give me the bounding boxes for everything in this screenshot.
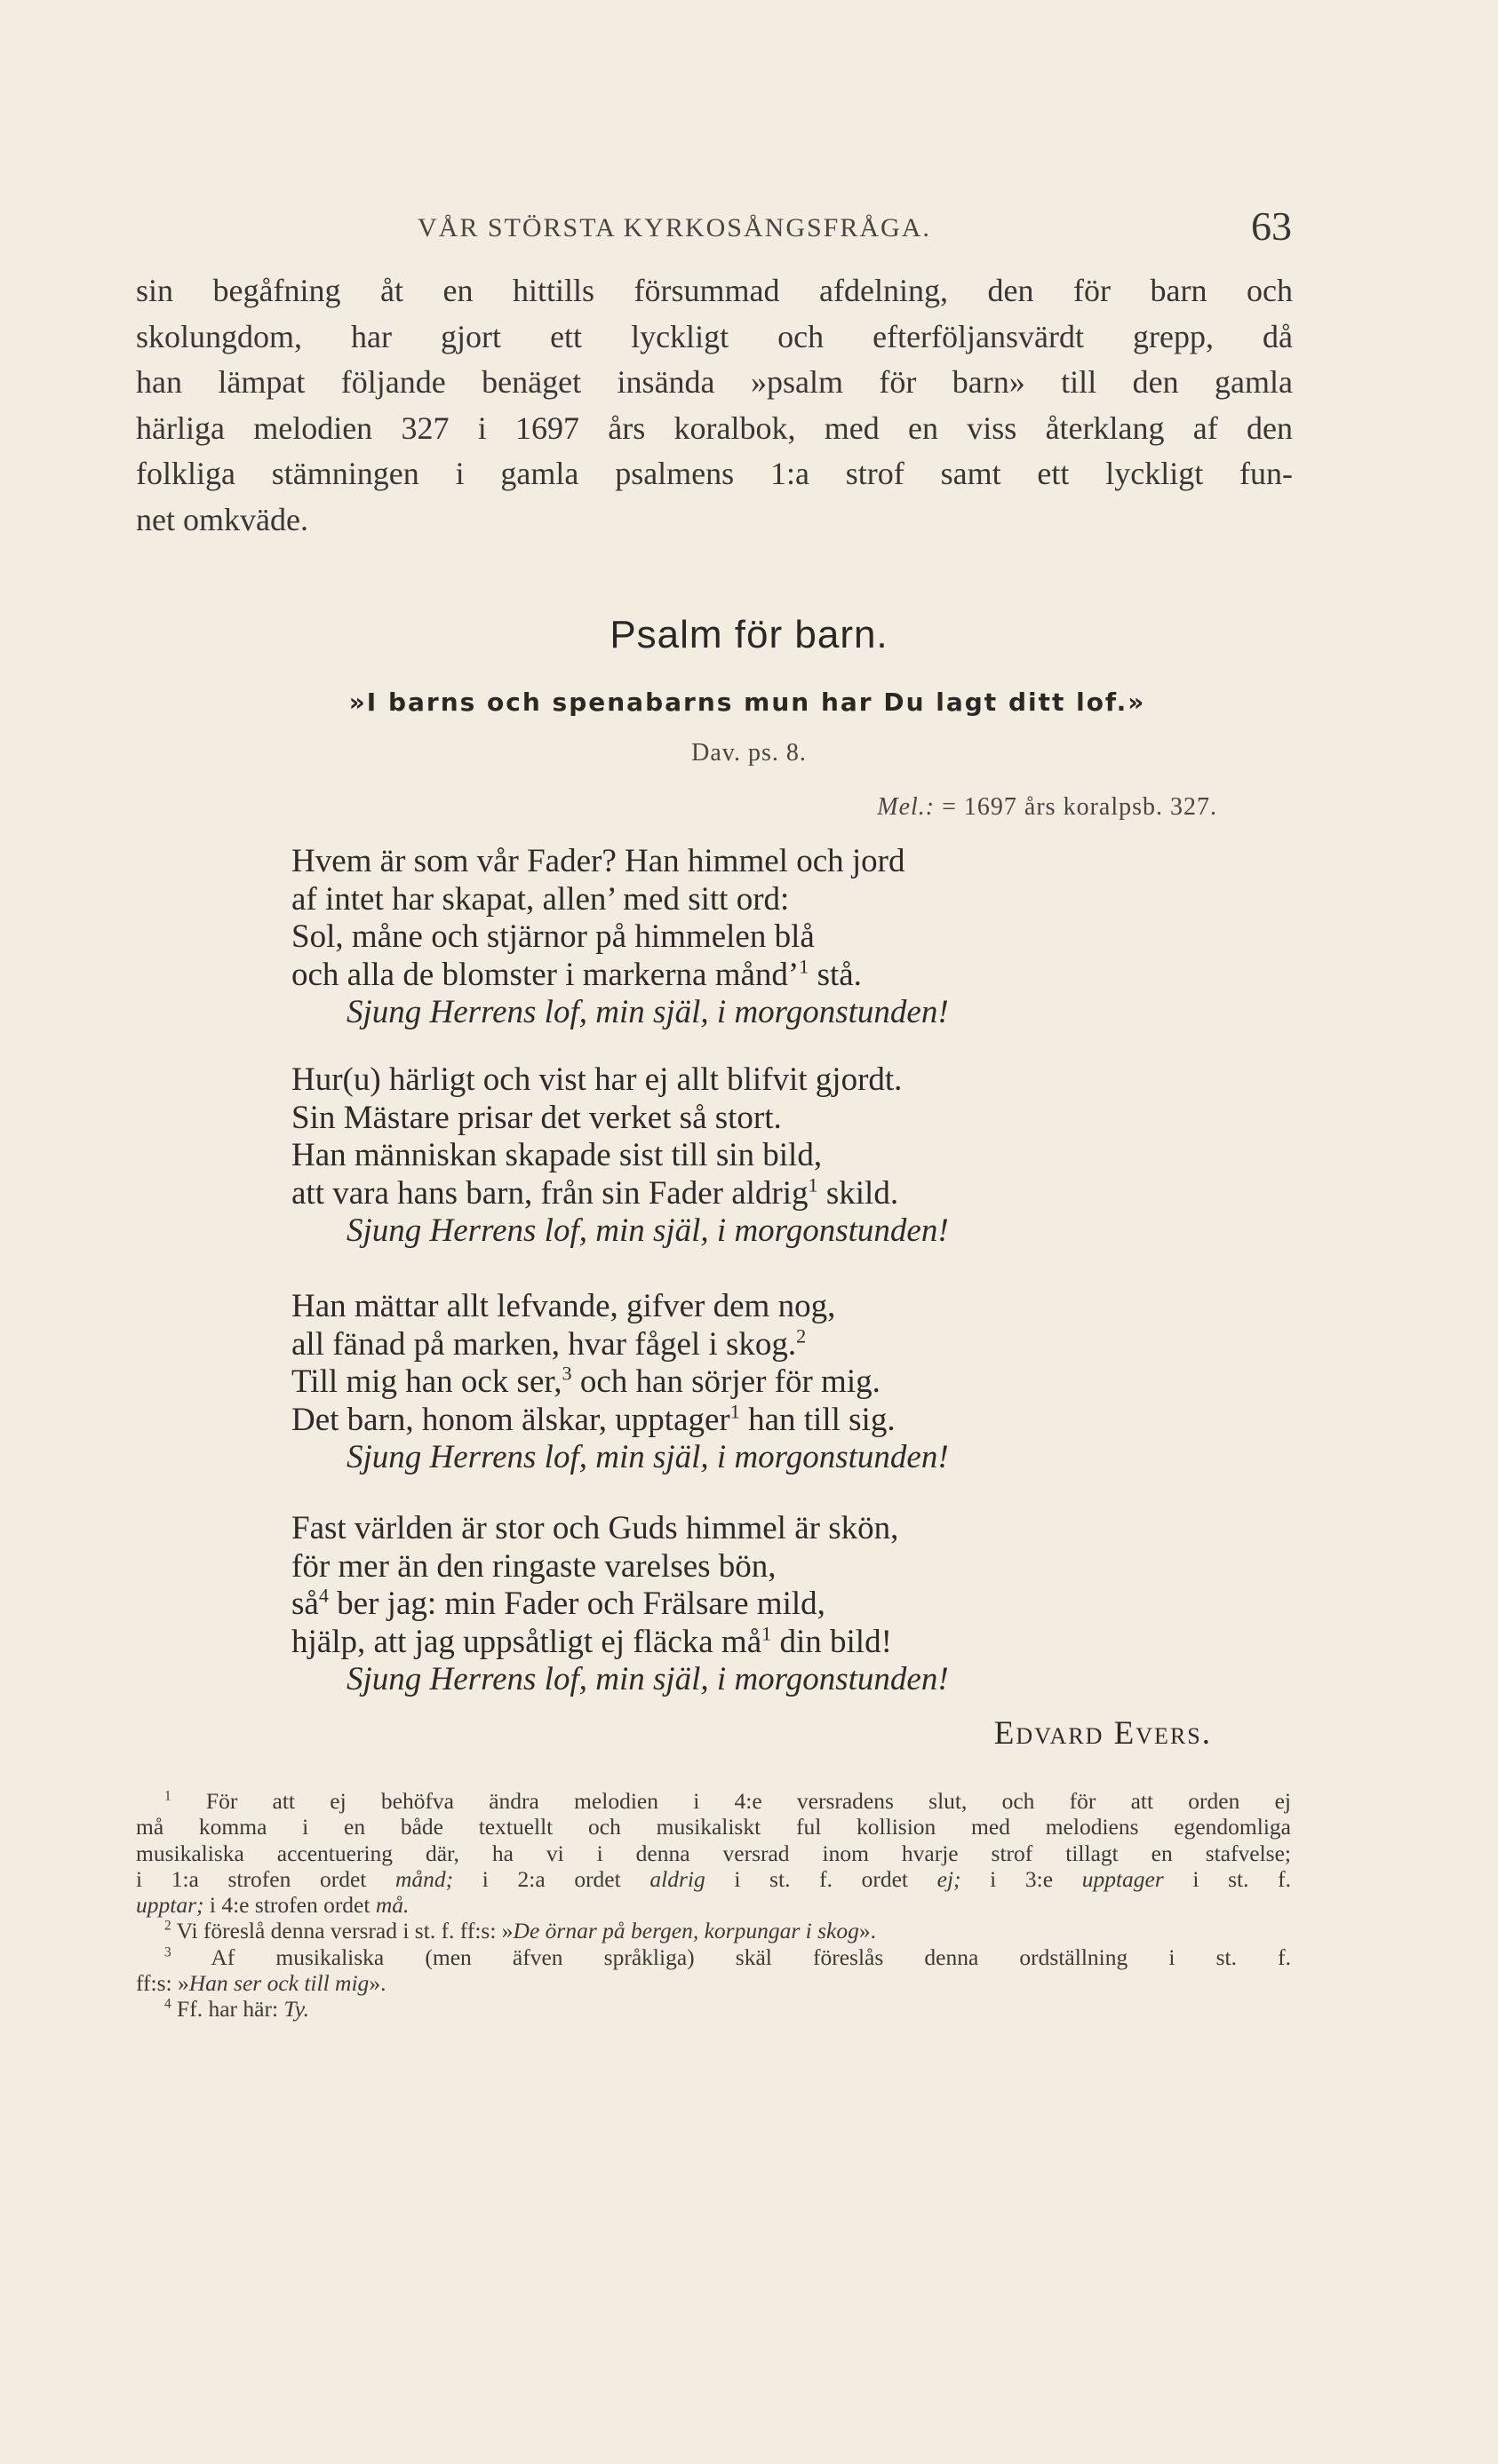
verse-text: stå. [809, 956, 862, 993]
melody-label: Mel.: [877, 793, 936, 821]
refrain: Sjung Herrens lof, min själ, i morgonstunden! [347, 1661, 949, 1697]
verse-line: Han människan skapade sist till sin bild, [291, 1137, 823, 1173]
melody-note [877, 793, 1217, 822]
running-title: VÅR STÖRSTA KYRKOSÅNGSFRÅGA. [418, 213, 931, 242]
footnote-number: 3 [164, 1944, 171, 1960]
footnote-marker: 1 [799, 955, 809, 978]
intro-line: folkliga stämningen i gamla psalmens 1:a strof samt ett lyckligt fun- [136, 456, 1293, 491]
footnote-1-line: musikaliska accentuering där, ha vi i denna versrad inom hvarje strof tillagt en stafvelse; [136, 1840, 1291, 1866]
footnote-marker: 1 [729, 1400, 740, 1423]
verse-line: Hur(u) härligt och vist har ej allt blifvit gjordt. [291, 1061, 903, 1098]
footnote-marker: 1 [808, 1173, 818, 1196]
footnote-italic: aldrig [649, 1865, 705, 1892]
author-signature: Edvard Evers. [993, 1715, 1212, 1752]
footnote-text: i 4:e strofen ordet [203, 1892, 376, 1919]
verse-text: hjälp, att jag uppsåtligt ej fläcka må [291, 1623, 762, 1660]
verse-text: att vara hans barn, från sin Fader aldrig [291, 1174, 809, 1212]
footnote-text: Af musikaliska (men äfven språkliga) skäl föreslås denna ordställning i st. f. [171, 1943, 1291, 1970]
footnote-italic: De örnar på bergen, korpungar i skog [513, 1918, 859, 1944]
refrain: Sjung Herrens lof, min själ, i morgonstunden! [347, 1212, 949, 1249]
footnote-number: 4 [164, 1996, 171, 2012]
verse-text: han till sig. [739, 1401, 896, 1438]
footnote-text: ». [369, 1970, 386, 1997]
footnote-italic: Han ser ock till mig [188, 1970, 370, 1997]
verse-line: Han mättar allt lefvande, gifver dem nog, [291, 1288, 836, 1324]
verse-text: och han sörjer för mig. [571, 1363, 880, 1400]
verse-line [291, 1624, 949, 1662]
verse-line [291, 1326, 949, 1364]
footnotes [136, 1788, 1291, 2023]
footnote-3-line [136, 1944, 1291, 1970]
footnote-1-line [136, 1866, 1291, 1892]
verse-line [291, 1175, 949, 1213]
verse-line [291, 957, 949, 995]
verse-text: Det barn, honom älskar, upptager [291, 1401, 730, 1438]
footnote-italic: månd; [395, 1865, 454, 1892]
footnote-number: 1 [164, 1788, 171, 1804]
psalm-motto: »I barns och spenabarns mun har Du lagt ditt lof.» [348, 688, 1146, 717]
footnote-1-line [136, 1788, 1291, 1814]
verse-text: ber jag: min Fader och Frälsare mild, [328, 1586, 825, 1622]
bible-reference: Dav. ps. 8. [691, 739, 807, 767]
page-number: 63 [1251, 203, 1292, 249]
verse-2 [291, 1061, 949, 1251]
verse-line: för mer än den ringaste varelses bön, [291, 1547, 777, 1585]
footnote-2-line [136, 1918, 1291, 1943]
running-head [0, 203, 1498, 256]
footnote-marker: 4 [318, 1584, 329, 1607]
verse-4 [291, 1510, 949, 1699]
verse-line [291, 1402, 949, 1440]
footnote-text: i 3:e [960, 1865, 1082, 1892]
refrain: Sjung Herrens lof, min själ, i morgonstunden! [347, 994, 949, 1030]
psalm-title: Psalm för barn. [610, 613, 888, 656]
footnote-italic: må. [375, 1892, 410, 1919]
verse-line [291, 1586, 949, 1624]
footnote-text: i st. f. [1163, 1865, 1292, 1892]
verse-line: Fast världen är stor och Guds himmel är skön, [291, 1510, 899, 1546]
intro-line: net omkväde. [136, 501, 308, 537]
footnote-text: ff:s: » [136, 1970, 189, 1997]
footnote-italic: uppta [136, 1892, 188, 1919]
footnote-1-line [136, 1892, 1291, 1918]
footnote-text: ». [858, 1918, 876, 1944]
verse-text: Till mig han ock ser, [291, 1363, 562, 1400]
verse-text: så [291, 1586, 319, 1622]
footnote-text: i st. f. ordet [705, 1865, 937, 1892]
footnote-marker: 3 [562, 1362, 572, 1385]
footnote-text: i 1:a strofen ordet [136, 1865, 395, 1892]
verse-line: af intet har skapat, allen’ med sitt ord: [291, 880, 790, 918]
footnote-marker: 1 [761, 1622, 772, 1645]
footnote-marker: 2 [796, 1324, 807, 1347]
intro-line: sin begåfning åt en hittills försummad afdelning, den för barn och [136, 273, 1293, 308]
intro-line: skolungdom, har gjort ett lyckligt och efterföljansvärdt grepp, då [136, 318, 1293, 354]
footnote-text: Vi föreslå denna versrad i st. f. ff:s: » [171, 1918, 514, 1944]
footnote-italic: r; [187, 1892, 204, 1919]
verse-line: Sin Mästare prisar det verket så stort. [291, 1099, 782, 1136]
verse-3 [291, 1288, 949, 1477]
refrain: Sjung Herrens lof, min själ, i morgonstunden! [347, 1439, 949, 1475]
verse-line [291, 1363, 949, 1402]
intro-line: härliga melodien 327 i 1697 års koralbok, med en viss återklang af den [136, 409, 1293, 446]
verse-text: din bild! [771, 1623, 892, 1660]
footnote-italic: ej; [936, 1865, 961, 1892]
verse-text: skild. [817, 1174, 899, 1212]
footnote-text: För att ej behöfva ändra melodien i 4:e versradens slut, och för att orden ej [171, 1788, 1291, 1814]
verse-text: all fänad på marken, hvar fågel i skog. [291, 1325, 797, 1363]
footnote-text: i 2:a ordet [453, 1865, 650, 1892]
intro-paragraph [136, 268, 1293, 543]
footnote-italic: Ty. [283, 1996, 309, 2023]
verse-1 [291, 843, 949, 1032]
melody-text: = 1697 års koralpsb. 327. [942, 793, 1217, 821]
footnote-1-line: må komma i en både textuellt och musikaliskt ful kollision med melodiens egendomliga [136, 1814, 1291, 1840]
footnote-italic: upptager [1081, 1865, 1164, 1892]
verse-text: och alla de blomster i markerna månd’ [291, 956, 800, 993]
verse-line: Sol, måne och stjärnor på himmelen blå [291, 918, 815, 955]
verse-line: Hvem är som vår Fader? Han himmel och jord [291, 843, 905, 879]
footnote-4-line [136, 1996, 1291, 2022]
footnote-number: 2 [164, 1918, 171, 1934]
footnote-text: Ff. har här: [171, 1996, 284, 2023]
intro-line: han lämpat följande benäget insända »psalm för barn» till den gamla [136, 364, 1293, 400]
footnote-3-line [136, 1970, 1291, 1996]
